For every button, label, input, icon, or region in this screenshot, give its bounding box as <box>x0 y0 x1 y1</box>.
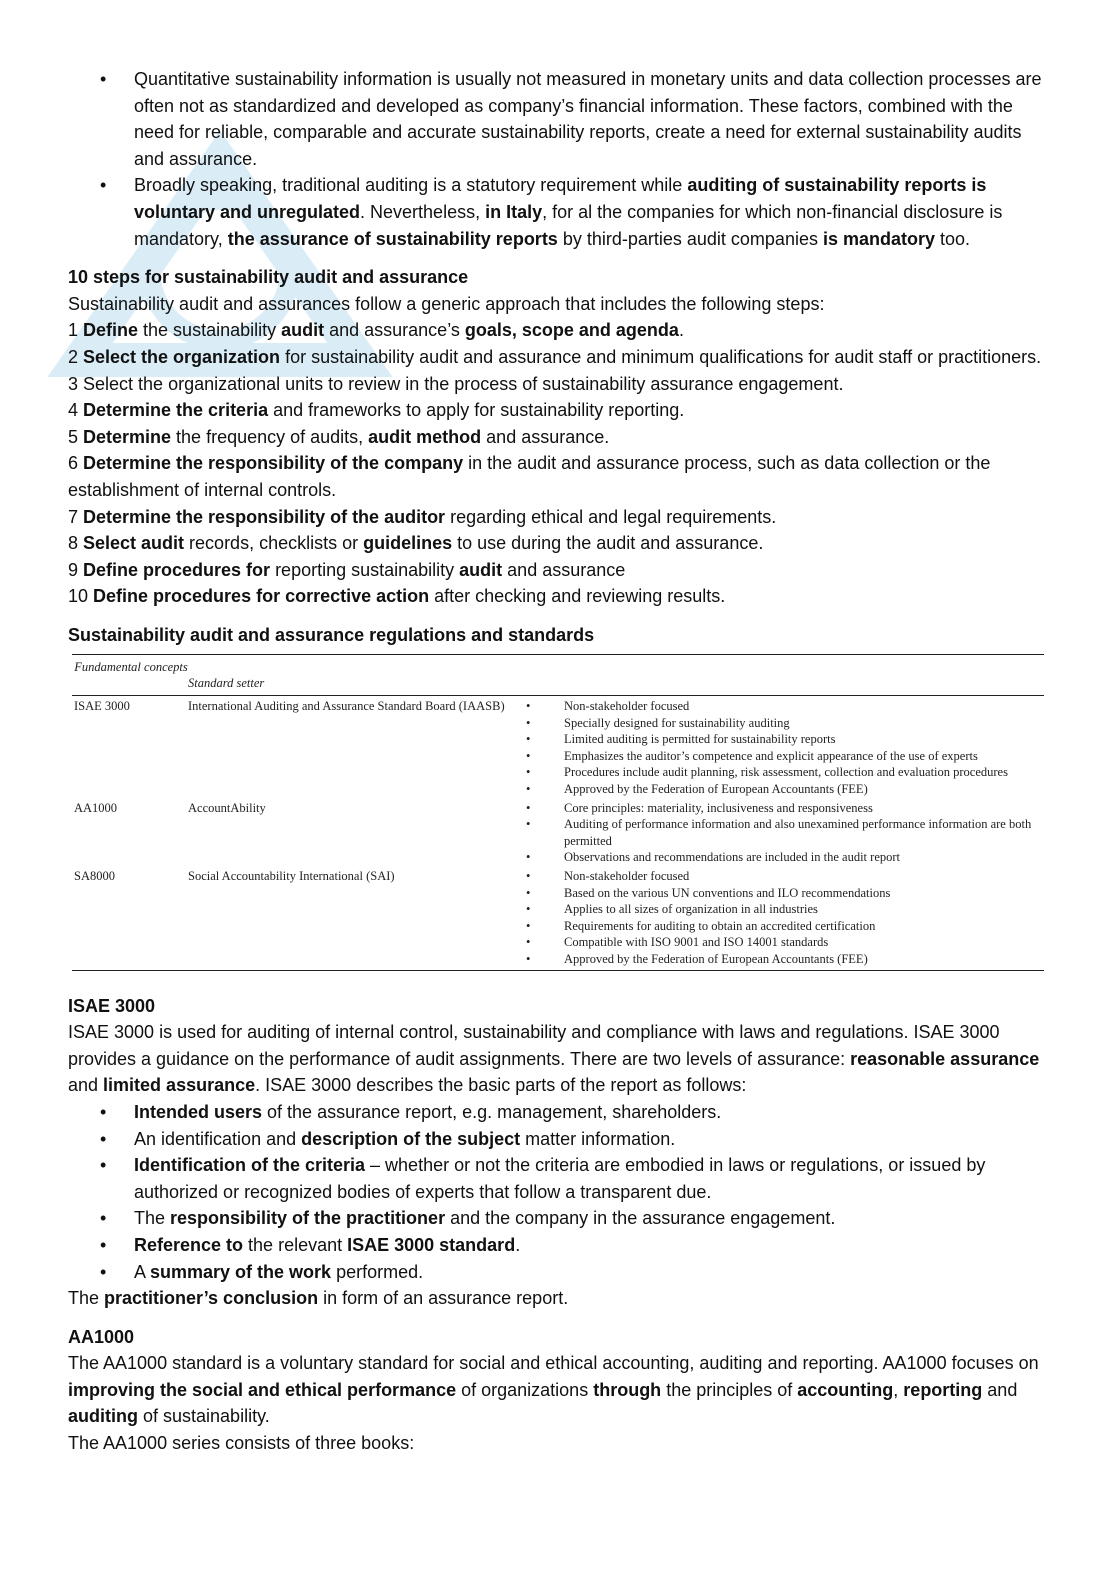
text-run: 8 <box>68 533 84 554</box>
page-content <box>68 66 1048 1457</box>
isae-paragraph <box>68 1019 1048 1099</box>
text-run: accounting <box>797 1379 894 1400</box>
text-run: in form of an assurance report. <box>318 1288 569 1309</box>
isae-bullet-item <box>68 1259 1048 1286</box>
text-run: improving the social and ethical performance <box>68 1379 457 1400</box>
text-run: after checking and reviewing results. <box>429 586 726 607</box>
bullet-icon: • <box>526 800 531 815</box>
text-run: 9 <box>68 559 84 580</box>
aa-paragraph <box>68 1350 1048 1430</box>
text-run: of organizations <box>456 1379 594 1400</box>
text-run: . <box>515 1234 521 1255</box>
text-run: Determine the responsibility of the company <box>83 453 464 474</box>
text-run: 1 <box>68 320 84 341</box>
feature-item <box>526 901 1044 918</box>
text-run: Determine the responsibility of the auditor <box>83 506 446 527</box>
isae-bullet-item <box>68 1099 1048 1126</box>
text-run: Reference to <box>134 1234 244 1255</box>
feature-text: Non-stakeholder focused <box>564 699 690 714</box>
step-item <box>68 504 1048 531</box>
text-run: auditing of sustainability reports is voluntary and unregulated <box>134 175 987 222</box>
feature-item <box>526 868 1044 885</box>
table-row <box>72 696 1044 798</box>
feature-text: Limited auditing is permitted for sustainability reports <box>564 732 836 747</box>
table-heading: Sustainability audit and assurance regulations and standards <box>68 624 595 645</box>
text-run: Select audit <box>83 533 185 554</box>
text-run: responsibility of the practitioner <box>170 1208 446 1229</box>
standards-table <box>72 654 1044 970</box>
bullet-icon: • <box>526 782 531 797</box>
bullet-icon: • <box>526 817 531 832</box>
isae-bullet-item <box>68 1152 1048 1205</box>
text-run: the sustainability <box>138 320 282 341</box>
isae-closing <box>68 1285 1048 1312</box>
steps-list <box>68 317 1048 610</box>
feature-text: Non-stakeholder focused <box>564 869 690 883</box>
text-run: Determine <box>83 426 172 447</box>
isae-bullet-item <box>68 1232 1048 1259</box>
intro-bullet-item <box>68 172 1048 252</box>
step-item <box>68 317 1048 344</box>
step-item <box>68 583 1048 610</box>
text-run: 3 Select the organizational units to review in the process of sustainability assurance engagement. <box>68 373 844 394</box>
text-run: records, checklists or <box>184 533 364 554</box>
bullet-icon: • <box>526 869 531 883</box>
text-run: An identification and <box>134 1128 302 1149</box>
feature-text: Based on the various UN conventions and ILO recommendations <box>564 885 891 900</box>
feature-text: Auditing of performance information and also unexamined performance information are both permitted <box>564 817 1032 848</box>
text-run: . Nevertheless, <box>360 201 486 222</box>
isae-bullet-item <box>68 1126 1048 1153</box>
text-run: and <box>982 1379 1018 1400</box>
bullet-icon: • <box>100 69 107 89</box>
cell-concept: SA8000 <box>74 869 115 883</box>
text-run: for sustainability audit and assurance and minimum qualifications for audit staff or practitioners. <box>280 346 1042 367</box>
text-run: Determine the criteria <box>83 400 269 421</box>
text-run: Define <box>83 320 139 341</box>
text-run: ISAE 3000 is used for auditing of internal control, sustainability and compliance with laws and regulations. ISAE 3000 provides a guidance on the performance of audit assignments. There are two levels of assurance: <box>68 1022 1000 1069</box>
text-run: description of the subject <box>301 1128 521 1149</box>
text-run: and <box>68 1075 104 1096</box>
bullet-icon: • <box>526 902 531 917</box>
bullet-icon: • <box>100 175 107 196</box>
feature-text: Specially designed for sustainability auditing <box>564 715 790 730</box>
text-run: 2 <box>68 346 84 367</box>
text-run: ISAE 3000 standard <box>347 1234 516 1255</box>
text-run: 4 <box>68 400 84 421</box>
bullet-icon: • <box>526 918 531 933</box>
feature-text: Observations and recommendations are included in the audit report <box>564 850 901 865</box>
text-run: , <box>893 1379 904 1400</box>
text-run: Intended users <box>134 1101 263 1122</box>
step-item <box>68 530 1048 557</box>
feature-item <box>526 748 1044 765</box>
cell-setter: Social Accountability International (SAI) <box>188 869 395 883</box>
bullet-icon: • <box>100 1261 107 1282</box>
text-run: the principles of <box>661 1379 798 1400</box>
bullet-icon: • <box>526 732 531 747</box>
aa-closing: The AA1000 series consists of three books: <box>68 1433 415 1454</box>
text-run: of the assurance report, e.g. management, shareholders. <box>262 1101 722 1122</box>
text-run: . <box>678 320 684 341</box>
text-run: and assurance. <box>481 426 610 447</box>
feature-text: Compatible with ISO 9001 and ISO 14001 standards <box>564 935 829 950</box>
text-run: audit <box>281 320 325 341</box>
isae-bullet-list <box>68 1099 1048 1285</box>
feature-item <box>526 715 1044 732</box>
cell-setter: AccountAbility <box>188 800 266 815</box>
text-run: Broadly speaking, traditional auditing is a statutory requirement while <box>134 175 688 196</box>
text-run: the frequency of audits, <box>171 426 369 447</box>
intro-bullet-list <box>68 66 1048 252</box>
step-item <box>68 397 1048 424</box>
text-run: Define procedures for corrective action <box>93 586 430 607</box>
table-header-row <box>72 655 1044 696</box>
feature-text: Requirements for auditing to obtain an accredited certification <box>564 918 876 933</box>
bullet-icon: • <box>526 699 531 714</box>
text-run: The AA1000 standard is a voluntary standard for social and ethical accounting, auditing and reporting. AA1000 focuses on <box>68 1353 1039 1374</box>
col-header-setter: Standard setter <box>188 676 265 691</box>
text-run: – whether or not the criteria are embodied in laws or regulations, or issued by authorized or recognized bodies of experts that follow a transparent due. <box>134 1155 986 1202</box>
feature-item <box>526 885 1044 902</box>
steps-heading: 10 steps for sustainability audit and assurance <box>68 267 469 288</box>
feature-item <box>526 816 1044 849</box>
text-run: and the company in the assurance engagement. <box>445 1208 836 1229</box>
text-run: auditing <box>68 1406 138 1427</box>
text-run: audit method <box>368 426 482 447</box>
feature-item <box>526 698 1044 715</box>
text-run: 7 <box>68 506 84 527</box>
feature-text: Procedures include audit planning, risk assessment, collection and evaluation procedures <box>564 765 1008 780</box>
feature-item <box>526 934 1044 951</box>
bullet-icon: • <box>526 765 531 780</box>
cell-features <box>526 800 1044 866</box>
feature-text: Approved by the Federation of European Accountants (FEE) <box>564 782 868 797</box>
table-row <box>72 798 1044 866</box>
bullet-icon: • <box>100 1155 107 1176</box>
step-item <box>68 450 1048 503</box>
text-run: summary of the work <box>150 1261 332 1282</box>
text-run: Select the organization <box>83 346 281 367</box>
text-run: too. <box>935 228 971 249</box>
bullet-icon: • <box>100 1128 107 1149</box>
text-run: A <box>134 1261 151 1282</box>
feature-text: Applies to all sizes of organization in all industries <box>564 902 818 917</box>
cell-setter: International Auditing and Assurance Standard Board (IAASB) <box>188 699 505 714</box>
text-run: , for al the companies for which non-financial disclosure is mandatory, <box>134 201 1003 249</box>
feature-item <box>526 800 1044 817</box>
cell-features <box>526 698 1044 798</box>
text-run: the assurance of sustainability reports <box>227 228 558 249</box>
feature-text: Core principles: materiality, inclusiveness and responsiveness <box>564 800 873 815</box>
text-run: and assurance <box>502 559 626 580</box>
feature-item <box>526 918 1044 935</box>
col-header-concepts: Fundamental concepts <box>74 660 188 675</box>
feature-text: Emphasizes the auditor’s competence and explicit appearance of the use of experts <box>564 748 978 763</box>
text-run: limited assurance <box>103 1075 256 1096</box>
text-run: 10 <box>68 586 94 607</box>
bullet-icon: • <box>526 935 531 950</box>
text-run: and frameworks to apply for sustainability reporting. <box>268 400 685 421</box>
table-body <box>72 696 1044 970</box>
text-run: in Italy <box>485 201 543 222</box>
feature-item <box>526 731 1044 748</box>
feature-text: Approved by the Federation of European Accountants (FEE) <box>564 951 868 966</box>
aa-heading: AA1000 <box>68 1326 135 1347</box>
bullet-icon: • <box>100 1208 107 1229</box>
intro-bullet-item <box>68 66 1048 172</box>
text-run: in the audit and assurance process, such as data collection or the establishment of internal controls. <box>68 453 991 500</box>
bullet-icon: • <box>100 1101 107 1122</box>
text-run: Identification of the criteria <box>134 1155 366 1176</box>
text-run: reasonable assurance <box>850 1048 1040 1069</box>
text-run: audit <box>459 559 503 580</box>
text-run: reporting sustainability <box>270 559 460 580</box>
text-run: practitioner’s conclusion <box>104 1288 319 1309</box>
bullet-icon: • <box>526 951 531 966</box>
text-run: is mandatory <box>822 228 936 249</box>
text-run: guidelines <box>363 533 453 554</box>
step-item <box>68 424 1048 451</box>
text-run: matter information. <box>520 1128 676 1149</box>
bullet-icon: • <box>526 885 531 900</box>
text-run: The <box>134 1208 171 1229</box>
text-run: and assurance’s <box>324 320 465 341</box>
text-run: the relevant <box>243 1234 348 1255</box>
feature-item <box>526 781 1044 798</box>
feature-item <box>526 764 1044 781</box>
step-item <box>68 557 1048 584</box>
text-run: to use during the audit and assurance. <box>452 533 764 554</box>
feature-item <box>526 951 1044 968</box>
bullet-icon: • <box>526 748 531 763</box>
table-row <box>72 866 1044 970</box>
text-run: goals, scope and agenda <box>464 320 679 341</box>
isae-bullet-item <box>68 1205 1048 1232</box>
text-run: performed. <box>331 1261 424 1282</box>
bullet-icon: • <box>526 850 531 865</box>
bullet-icon: • <box>526 715 531 730</box>
bullet-icon: • <box>100 1234 107 1255</box>
text-run: 6 <box>68 453 84 474</box>
steps-intro: Sustainability audit and assurances follow a generic approach that includes the following steps: <box>68 293 825 314</box>
text-run: through <box>593 1379 662 1400</box>
isae-heading: ISAE 3000 <box>68 995 156 1016</box>
text-run: Define procedures for <box>83 559 271 580</box>
text-run: The <box>68 1288 105 1309</box>
cell-concept: AA1000 <box>74 800 118 815</box>
step-item <box>68 371 1048 398</box>
text-run: 5 <box>68 426 84 447</box>
text-run: Quantitative sustainability information is usually not measured in monetary units and data collection processes are often not as standardized and developed as company’s financial information. These factors, combined with the need for reliable, comparable and accurate sustainability reports, create a need for external sustainability audits and assurance. <box>134 69 1042 169</box>
text-run: regarding ethical and legal requirements. <box>445 506 777 527</box>
text-run: of sustainability. <box>138 1406 270 1427</box>
step-item <box>68 344 1048 371</box>
cell-concept: ISAE 3000 <box>74 699 130 714</box>
text-run: . ISAE 3000 describes the basic parts of the report as follows: <box>255 1075 747 1096</box>
feature-item <box>526 849 1044 866</box>
cell-features <box>526 868 1044 968</box>
text-run: by third-parties audit companies <box>557 228 823 249</box>
text-run: reporting <box>903 1379 983 1400</box>
